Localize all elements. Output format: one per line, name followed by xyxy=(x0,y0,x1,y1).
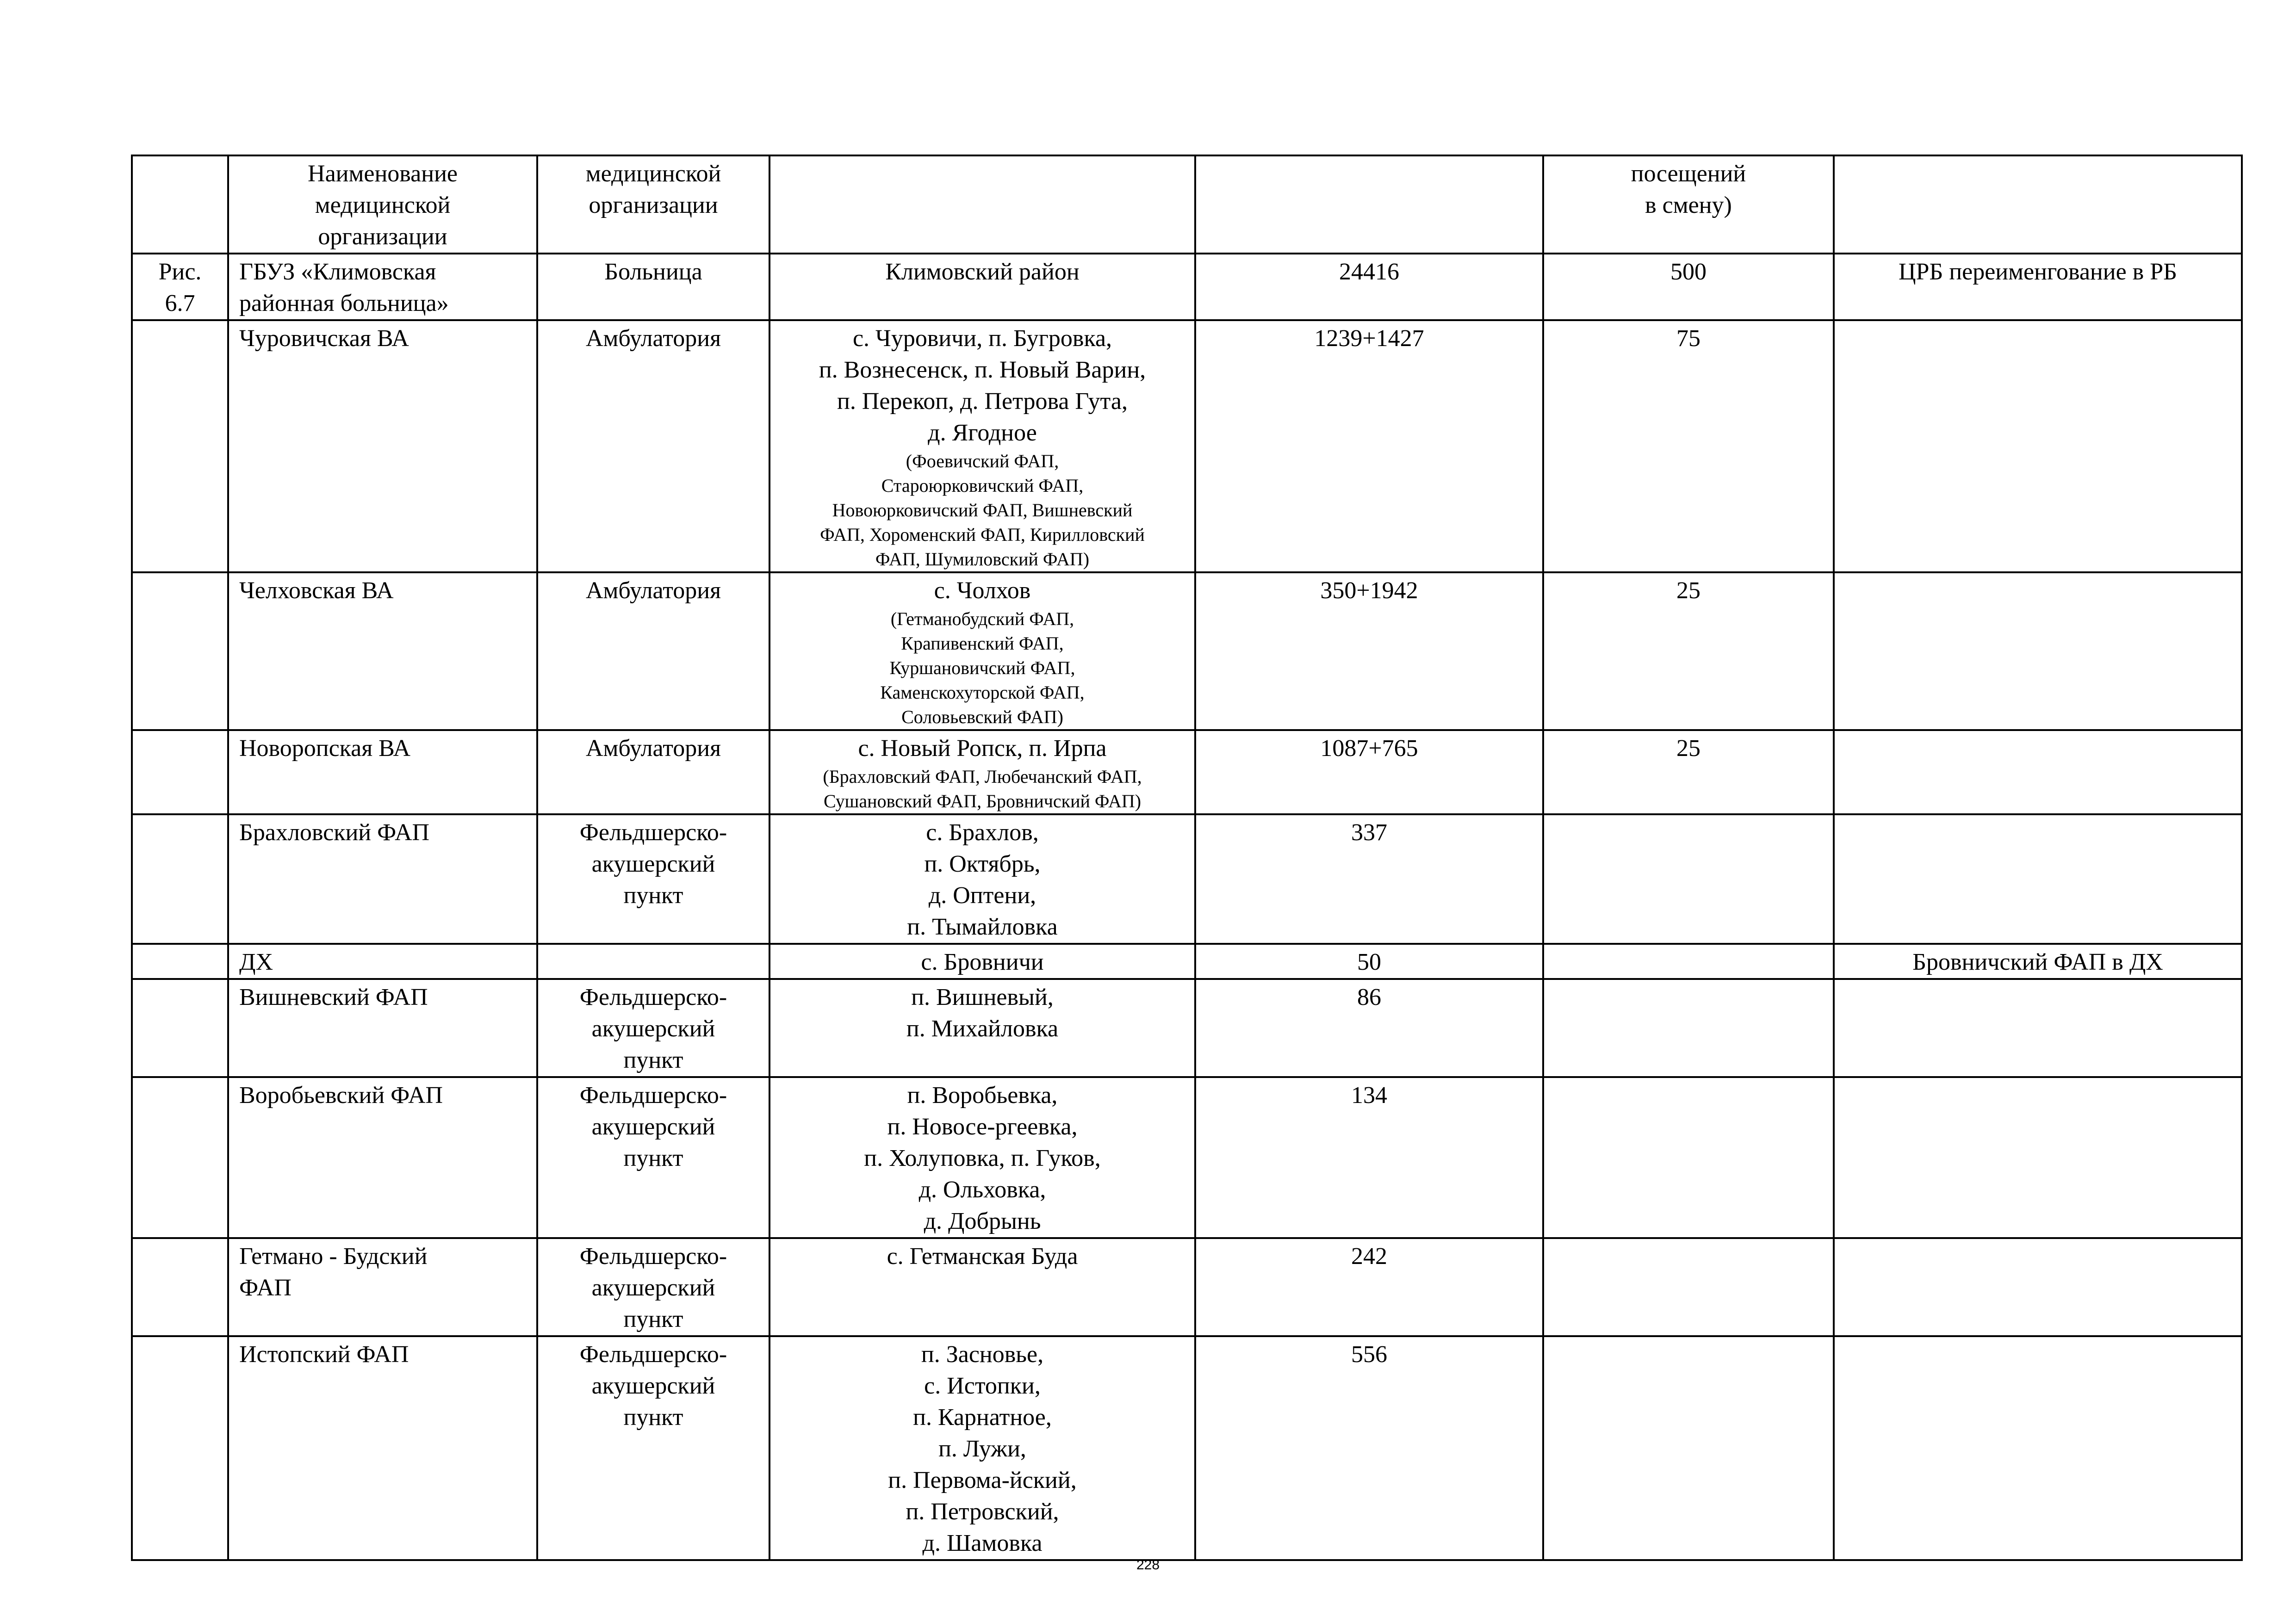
capacity-cell: 25 xyxy=(1543,572,1834,730)
text-line: Староюрковичский ФАП, xyxy=(881,475,1084,496)
text-line: д. Ягодное xyxy=(928,420,1037,446)
type-cell xyxy=(537,979,769,1077)
text-line: Куршановичский ФАП, xyxy=(889,657,1075,678)
text-line: п. Октябрь, xyxy=(924,851,1041,877)
text-line: Вишневский ФАП xyxy=(239,984,428,1010)
text-line: Истопский ФАП xyxy=(239,1341,409,1368)
text-line: Амбулатория xyxy=(585,735,721,762)
name-cell xyxy=(228,320,537,572)
text-line: районная больница» xyxy=(239,290,449,316)
name-cell xyxy=(228,979,537,1077)
text-line: Челховская ВА xyxy=(239,577,394,604)
population-cell: 350+1942 xyxy=(1195,572,1543,730)
capacity-cell xyxy=(1543,944,1834,979)
text-line: ФАП, Хороменский ФАП, Кирилловский xyxy=(820,524,1145,545)
header-area-cell xyxy=(769,155,1195,254)
text-line: Соловьевский ФАП) xyxy=(901,706,1063,727)
header-name-cell xyxy=(228,155,537,254)
capacity-cell: 25 xyxy=(1543,730,1834,814)
text-line: ГБУЗ «Климовская xyxy=(239,259,436,285)
text-line: Крапивенский ФАП, xyxy=(901,633,1064,654)
text-line: с. Новый Ропск, п. Ирпа xyxy=(858,735,1107,762)
medical-organizations-table xyxy=(131,155,2243,1561)
text-line: ФАП xyxy=(239,1275,292,1301)
name-cell xyxy=(228,814,537,944)
population-cell: 242 xyxy=(1195,1238,1543,1336)
text-line: Новоропская ВА xyxy=(239,735,411,762)
text-line: п. Карнатное, xyxy=(913,1404,1052,1431)
text-line: п. Перекоп, д. Петрова Гута, xyxy=(837,388,1128,415)
table-row xyxy=(132,572,2242,730)
text-line: (Фоевичский ФАП, xyxy=(906,451,1059,471)
note-cell xyxy=(1834,1336,2242,1560)
text-line: Больница xyxy=(604,259,702,285)
number-cell xyxy=(132,1077,228,1238)
capacity-cell xyxy=(1543,1238,1834,1336)
number-cell xyxy=(132,1336,228,1560)
area-cell xyxy=(769,979,1195,1077)
table-row xyxy=(132,320,2242,572)
number-cell xyxy=(132,320,228,572)
text-line: Воробьевский ФАП xyxy=(239,1082,443,1109)
text-line: Чуровичская ВА xyxy=(239,325,409,352)
population-cell: 337 xyxy=(1195,814,1543,944)
text-line: Амбулатория xyxy=(585,325,721,352)
header-name-line: Наименование xyxy=(308,161,458,187)
text-line: пункт xyxy=(623,882,683,909)
text-line: д. Шамовка xyxy=(922,1530,1043,1556)
table-row xyxy=(132,979,2242,1077)
type-cell xyxy=(537,572,769,730)
table-row xyxy=(132,1336,2242,1560)
text-line: п. Лужи, xyxy=(938,1436,1026,1462)
name-cell xyxy=(228,1336,537,1560)
table-body xyxy=(132,155,2242,1560)
type-cell xyxy=(537,944,769,979)
text-line: пункт xyxy=(623,1404,683,1431)
area-cell xyxy=(769,572,1195,730)
number-cell xyxy=(132,572,228,730)
note-cell xyxy=(1834,730,2242,814)
text-line: п. Вишневый, xyxy=(911,984,1054,1010)
number-cell xyxy=(132,254,228,320)
text-line: Фельдшерско- xyxy=(579,984,727,1010)
header-capacity-cell xyxy=(1543,155,1834,254)
name-cell xyxy=(228,254,537,320)
text-line: Сушановский ФАП, Бровничский ФАП) xyxy=(823,791,1142,812)
note-cell xyxy=(1834,979,2242,1077)
text-line: Новоюрковичский ФАП, Вишневский xyxy=(832,500,1133,520)
population-cell: 556 xyxy=(1195,1336,1543,1560)
text-line: п. Засновье, xyxy=(921,1341,1044,1368)
text-line: п. Холуповка, п. Гуков, xyxy=(864,1145,1101,1171)
note-cell: ЦРБ переименгование в РБ xyxy=(1834,254,2242,320)
text-line: с. Истопки, xyxy=(924,1373,1041,1399)
type-cell xyxy=(537,1238,769,1336)
table-row xyxy=(132,944,2242,979)
text-line: Каменскохуторской ФАП, xyxy=(880,682,1085,703)
capacity-cell xyxy=(1543,814,1834,944)
text-line: акушерский xyxy=(591,1114,715,1140)
name-cell xyxy=(228,572,537,730)
area-cell xyxy=(769,1336,1195,1560)
note-cell xyxy=(1834,572,2242,730)
text-line: п. Михайловка xyxy=(906,1016,1059,1042)
number-cell xyxy=(132,730,228,814)
text-line: с. Чуровичи, п. Бугровка, xyxy=(852,325,1112,352)
text-line: д. Оптени, xyxy=(928,882,1036,909)
text-line: Амбулатория xyxy=(585,577,721,604)
text-line: пункт xyxy=(623,1145,683,1171)
header-population-cell xyxy=(1195,155,1543,254)
type-cell xyxy=(537,254,769,320)
note-cell xyxy=(1834,1077,2242,1238)
note-cell: Бровничский ФАП в ДХ xyxy=(1834,944,2242,979)
text-line: д. Ольховка, xyxy=(918,1177,1046,1203)
name-cell xyxy=(228,944,537,979)
header-note-cell xyxy=(1834,155,2242,254)
header-type-line: организации xyxy=(589,192,718,218)
text-line: (Гетманобудский ФАП, xyxy=(890,608,1074,629)
header-capacity-line: в смену) xyxy=(1645,192,1732,218)
number-cell xyxy=(132,979,228,1077)
header-name-line: организации xyxy=(318,223,447,250)
table-row xyxy=(132,730,2242,814)
text-line: Фельдшерско- xyxy=(579,1082,727,1109)
header-type-line: медицинской xyxy=(585,161,721,187)
text-line: акушерский xyxy=(591,851,715,877)
type-cell xyxy=(537,1336,769,1560)
text-line: Фельдшерско- xyxy=(579,1341,727,1368)
name-cell xyxy=(228,730,537,814)
name-cell xyxy=(228,1238,537,1336)
number-cell xyxy=(132,944,228,979)
text-line: п. Тымайловка xyxy=(907,914,1058,940)
text-line: д. Добрынь xyxy=(924,1208,1041,1234)
area-cell xyxy=(769,254,1195,320)
text-line: акушерский xyxy=(591,1275,715,1301)
text-line: п. Первома-йский, xyxy=(888,1467,1077,1493)
header-name-line: медицинской xyxy=(315,192,451,218)
population-cell: 24416 xyxy=(1195,254,1543,320)
header-row xyxy=(132,155,2242,254)
name-cell xyxy=(228,1077,537,1238)
text-line: п. Новосе-ргеевка, xyxy=(887,1114,1078,1140)
population-cell: 86 xyxy=(1195,979,1543,1077)
population-cell: 50 xyxy=(1195,944,1543,979)
text-line: ФАП, Шумиловский ФАП) xyxy=(875,549,1090,570)
number-cell xyxy=(132,1238,228,1336)
population-cell: 1239+1427 xyxy=(1195,320,1543,572)
text-line: с. Гетманская Буда xyxy=(887,1243,1078,1270)
area-cell xyxy=(769,730,1195,814)
type-cell xyxy=(537,320,769,572)
text-line: (Брахловский ФАП, Любечанский ФАП, xyxy=(823,766,1142,787)
page-number: 228 xyxy=(1136,1557,1160,1573)
table-row xyxy=(132,814,2242,944)
capacity-cell xyxy=(1543,979,1834,1077)
text-line: ДХ xyxy=(239,949,273,975)
type-cell xyxy=(537,730,769,814)
text-line: акушерский xyxy=(591,1373,715,1399)
text-line: п. Петровский, xyxy=(906,1499,1059,1525)
area-cell xyxy=(769,814,1195,944)
text-line: Фельдшерско- xyxy=(579,1243,727,1270)
capacity-cell xyxy=(1543,1336,1834,1560)
note-cell xyxy=(1834,320,2242,572)
area-cell xyxy=(769,320,1195,572)
table-row xyxy=(132,254,2242,320)
population-cell: 134 xyxy=(1195,1077,1543,1238)
header-capacity-line: посещений xyxy=(1631,161,1746,187)
text-line: с. Брахлов, xyxy=(926,819,1039,846)
text-line: Гетмано - Будский xyxy=(239,1243,428,1270)
note-cell xyxy=(1834,1238,2242,1336)
type-cell xyxy=(537,814,769,944)
text-line: п. Воробьевка, xyxy=(907,1082,1058,1109)
header-type-cell xyxy=(537,155,769,254)
text-line: с. Бровничи xyxy=(921,949,1044,975)
text-line: Фельдшерско- xyxy=(579,819,727,846)
capacity-cell: 500 xyxy=(1543,254,1834,320)
text-line: пункт xyxy=(623,1047,683,1073)
text-line: пункт xyxy=(623,1306,683,1332)
number-cell xyxy=(132,814,228,944)
area-cell xyxy=(769,1238,1195,1336)
header-num-cell xyxy=(132,155,228,254)
area-cell xyxy=(769,944,1195,979)
population-cell: 1087+765 xyxy=(1195,730,1543,814)
text-line: п. Вознесенск, п. Новый Варин, xyxy=(819,357,1146,383)
type-cell xyxy=(537,1077,769,1238)
table-row xyxy=(132,1238,2242,1336)
text-line: акушерский xyxy=(591,1016,715,1042)
area-cell xyxy=(769,1077,1195,1238)
text-line: Климовский район xyxy=(885,259,1080,285)
text-line: Брахловский ФАП xyxy=(239,819,430,846)
capacity-cell xyxy=(1543,1077,1834,1238)
note-cell xyxy=(1834,814,2242,944)
capacity-cell: 75 xyxy=(1543,320,1834,572)
text-line: с. Чолхов xyxy=(934,577,1031,604)
table-row xyxy=(132,1077,2242,1238)
text-line: 6.7 xyxy=(165,290,195,316)
text-line: Рис. xyxy=(158,259,202,285)
